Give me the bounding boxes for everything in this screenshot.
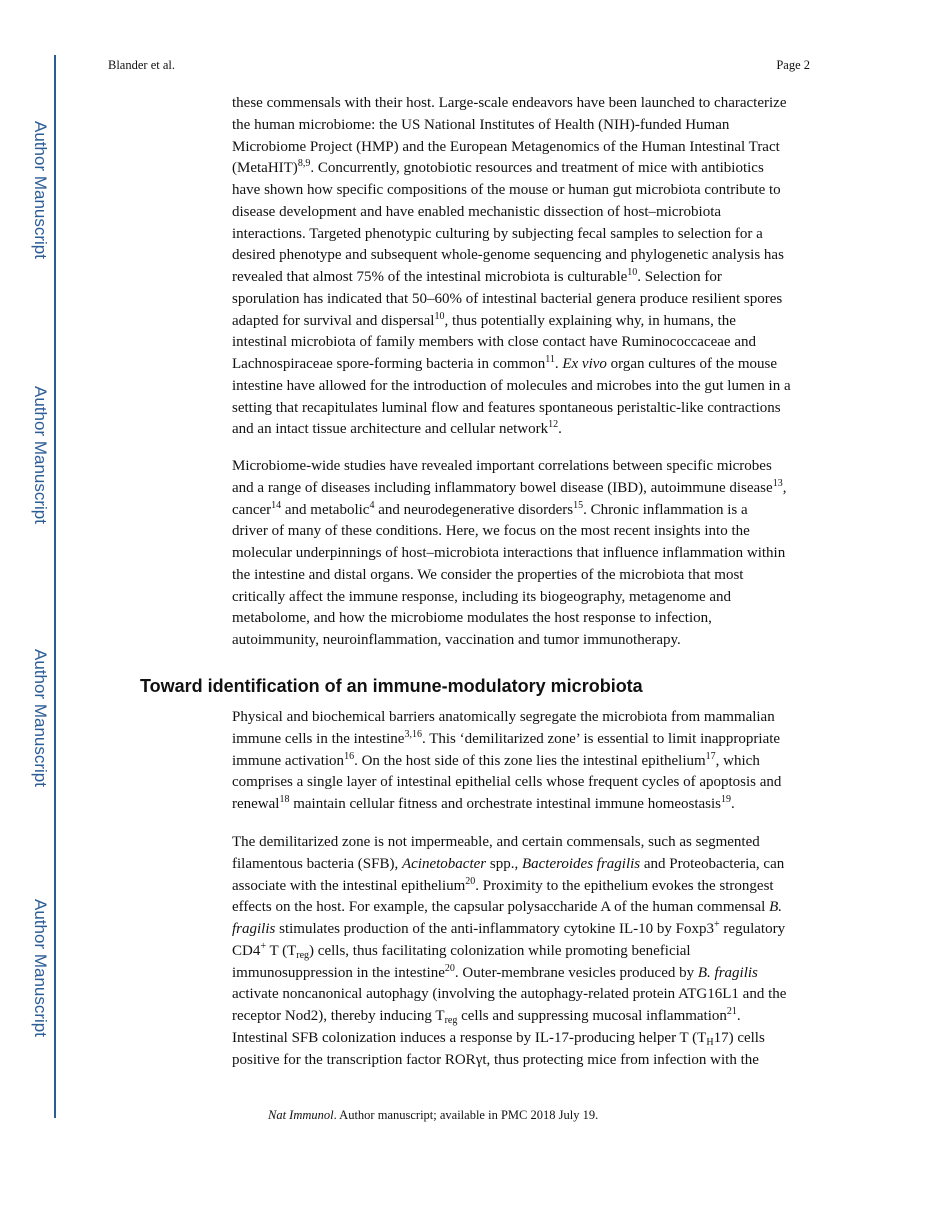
text-run: the human microbiome: the US National Institutes of Health (NIH)-funded Human <box>232 116 730 133</box>
text-line <box>232 729 781 751</box>
citation-superscript: + <box>714 919 720 930</box>
text-run: immune cells in the intestine <box>232 730 405 747</box>
text-run: comprises a single layer of intestinal epithelial cells whose frequent cycles of apoptosis and <box>232 774 782 791</box>
text-run: desired phenotype and subsequent whole-genome sequencing and phylogenetic analysis has <box>232 247 784 264</box>
text-run: activate noncanonical autophagy (involving the autophagy-related protein ATG16L1 and the <box>232 986 787 1003</box>
author-manuscript-text: Author Manuscript <box>31 649 50 787</box>
italic-text: Acinetobacter <box>401 855 487 872</box>
text-run: regulatory <box>719 921 786 937</box>
text-run: . <box>558 421 562 438</box>
text-run: , <box>782 479 787 496</box>
citation-superscript: 15 <box>573 499 584 511</box>
text-line <box>232 158 791 180</box>
text-run: the intestine and distal organs. We consider the properties of the microbiota that most <box>232 566 744 583</box>
paragraph <box>232 707 781 816</box>
running-head-authors: Blander et al. <box>108 58 175 72</box>
text-line <box>232 289 791 311</box>
text-line <box>232 832 786 854</box>
subscript: H <box>706 1036 714 1048</box>
citation-superscript: 11 <box>545 354 555 365</box>
text-run: and metabolic <box>281 501 370 518</box>
text-line <box>232 202 791 224</box>
text-line <box>232 311 791 333</box>
text-line <box>232 456 786 478</box>
text-run: interactions. Targeted phenotypic culturing by subjecting fecal samples to selection for a <box>232 225 763 242</box>
text-line <box>232 354 791 376</box>
text-line <box>232 1050 786 1072</box>
text-run: Microbiome Project (HMP) and the European Metagenomics of the Human Intestinal Tract <box>232 138 780 155</box>
text-run: renewal <box>232 796 280 812</box>
text-line <box>232 565 786 587</box>
text-run: these commensals with their host. Large-scale endeavors have been launched to characterize <box>232 95 787 111</box>
text-line <box>232 794 781 816</box>
text-line <box>232 630 786 652</box>
subscript: reg <box>444 1015 458 1026</box>
text-run: cells and suppressing mucosal inflammation <box>457 1008 727 1024</box>
text-run: . Concurrently, gnotobiotic resources and treatment of mice with antibiotics <box>310 160 764 177</box>
paragraph <box>232 93 791 441</box>
citation-superscript: 8,9 <box>297 158 311 170</box>
text-run: positive for the transcription factor RORγt, thus protecting mice from infection with the <box>232 1051 759 1068</box>
text-run: autoimmunity, neuroinflammation, vaccination and tumor immunotherapy. <box>232 632 681 648</box>
citation-superscript: 14 <box>271 499 282 511</box>
text-run: T (T <box>265 942 297 959</box>
text-run: receptor Nod2), thereby inducing T <box>232 1008 445 1024</box>
text-run: filamentous bacteria (SFB), <box>232 855 402 872</box>
citation-superscript: 17 <box>705 750 716 762</box>
footer-text: . Author manuscript; available in PMC 2018 July 19. <box>333 1108 599 1122</box>
text-run: organ cultures of the mouse <box>606 356 778 372</box>
text-run: stimulates production of the anti-inflammatory cytokine IL-10 by Foxp3 <box>275 921 715 937</box>
text-run: and an intact tissue architecture and cellular network <box>232 421 549 438</box>
citation-superscript: 16 <box>344 750 355 762</box>
text-line <box>232 245 791 267</box>
text-run: metabolome, and how the microbiome modulates the host response to infection, <box>232 610 712 627</box>
paragraph <box>232 456 786 652</box>
text-line <box>232 93 791 115</box>
text-run: Microbiome-wide studies have revealed important correlations between specific microbes <box>232 458 772 474</box>
text-line <box>232 398 791 420</box>
text-run: and neurodegenerative disorders <box>374 501 574 518</box>
italic-text: Bacteroides fragilis <box>521 855 641 872</box>
text-run: immune activation <box>232 752 345 769</box>
text-run: ) cells, thus facilitating colonization while promoting beneficial <box>309 942 691 959</box>
text-line <box>232 608 786 630</box>
text-run: CD4 <box>232 942 261 959</box>
journal-name: Nat Immunol <box>268 1108 334 1122</box>
text-line <box>232 941 786 963</box>
text-run: . Selection for <box>637 269 722 285</box>
italic-text: B. <box>769 899 782 916</box>
text-line <box>232 876 786 898</box>
text-line <box>232 180 791 202</box>
citation-superscript: 10 <box>434 310 445 322</box>
text-line <box>232 751 781 773</box>
text-line <box>232 897 786 919</box>
citation-superscript: 4 <box>369 499 375 511</box>
italic-text: B. fragilis <box>697 964 758 981</box>
text-line <box>232 919 786 941</box>
text-line <box>232 1028 786 1050</box>
text-run: 17) cells <box>713 1029 765 1046</box>
subscript: reg <box>296 949 310 961</box>
text-run: . Chronic inflammation is a <box>583 501 748 518</box>
citation-superscript: 13 <box>772 477 783 489</box>
text-line <box>232 854 786 876</box>
text-line <box>232 224 791 246</box>
text-line <box>232 376 791 398</box>
text-line <box>232 772 781 794</box>
text-run: effects on the host. For example, the capsular polysaccharide A of the human commensal <box>232 899 770 916</box>
text-run: . <box>736 1008 741 1024</box>
margin-rule <box>54 55 56 1118</box>
citation-superscript: + <box>260 940 266 952</box>
text-run: . On the host side of this zone lies the intestinal epithelium <box>354 752 706 769</box>
text-run: setting that recapitulates luminal flow and features spontaneous peristaltic-like contractions <box>232 399 781 416</box>
text-run: immunosuppression in the intestine <box>232 964 445 981</box>
text-run: molecular underpinnings of host–microbiota interactions that influence inflammation within <box>232 545 786 561</box>
citation-superscript: 18 <box>279 794 290 805</box>
text-line <box>232 419 791 441</box>
text-run: intestine have allowed for the introduction of molecules and microbes into the gut lumen in a <box>232 377 791 394</box>
text-run: , thus potentially explaining why, in humans, the <box>444 312 736 329</box>
paragraph <box>232 832 786 1071</box>
text-line <box>232 984 786 1006</box>
text-line <box>232 478 786 500</box>
text-run: , which <box>715 752 760 769</box>
text-run: . This ‘demilitarized zone’ is essential to limit inappropriate <box>421 730 781 747</box>
citation-superscript: 12 <box>548 419 559 431</box>
text-line <box>232 137 791 159</box>
text-run: revealed that almost 75% of the intestinal microbiota is culturable <box>232 269 628 285</box>
text-line <box>232 500 786 522</box>
text-run: Intestinal SFB colonization induces a response by IL-17-producing helper T (T <box>232 1029 707 1046</box>
text-line <box>232 332 791 354</box>
citation-superscript: 3,16 <box>404 728 422 740</box>
citation-superscript: 19 <box>721 794 732 805</box>
text-run: intestinal microbiota of family members with close contact have Ruminococcaceae and <box>232 334 756 351</box>
text-line <box>232 115 791 137</box>
text-run: . <box>554 356 563 372</box>
text-line <box>232 963 786 985</box>
text-line <box>232 587 786 609</box>
citation-superscript: 21 <box>726 1006 737 1017</box>
text-run: sporulation has indicated that 50–60% of intestinal bacterial genera produce resilient spores <box>232 290 783 307</box>
text-run: associate with the intestinal epithelium <box>232 877 466 894</box>
text-run: and Proteobacteria, can <box>640 855 785 872</box>
text-line <box>232 707 781 729</box>
section-heading: Toward identification of an immune-modulatory microbiota <box>140 676 643 696</box>
text-run: The demilitarized zone is not impermeable, and certain commensals, such as segmented <box>232 834 760 850</box>
italic-text: Ex vivo <box>562 356 607 372</box>
text-run: disease development and have enabled mechanistic dissection of host–microbiota <box>232 203 722 220</box>
text-run: critically affect the immune response, including its biogeography, metagenome and <box>232 588 732 605</box>
footer-citation <box>268 1108 598 1123</box>
text-run: spp., <box>486 855 522 872</box>
author-manuscript-text: Author Manuscript <box>31 121 50 259</box>
author-manuscript-text: Author Manuscript <box>31 386 50 524</box>
citation-superscript: 10 <box>627 267 638 278</box>
text-run: . Proximity to the epithelium evokes the strongest <box>475 877 774 894</box>
text-line <box>232 521 786 543</box>
text-line <box>232 543 786 565</box>
text-run: Lachnospiraceae spore-forming bacteria in common <box>232 356 546 372</box>
text-run: and a range of diseases including inflammatory bowel disease (IBD), autoimmune disease <box>232 479 773 496</box>
text-run: cancer <box>232 501 272 518</box>
author-manuscript-text: Author Manuscript <box>31 899 50 1037</box>
text-line <box>232 1006 786 1028</box>
citation-superscript: 20 <box>444 962 455 974</box>
text-run: have shown how specific compositions of the mouse or human gut microbiota contribute to <box>232 182 781 198</box>
text-run: (MetaHIT) <box>232 160 298 177</box>
page-number: Page 2 <box>776 58 810 72</box>
text-run: driver of many of these conditions. Here, we focus on the most recent insights into the <box>232 523 750 540</box>
text-run: maintain cellular fitness and orchestrate intestinal immune homeostasis <box>289 796 722 812</box>
text-line <box>232 267 791 289</box>
text-run: Physical and biochemical barriers anatomically segregate the microbiota from mammalian <box>232 709 775 725</box>
text-run: adapted for survival and dispersal <box>232 312 435 329</box>
text-run: . Outer-membrane vesicles produced by <box>454 964 698 981</box>
italic-text: fragilis <box>232 921 276 937</box>
citation-superscript: 20 <box>465 875 476 887</box>
text-run: . <box>731 796 735 812</box>
